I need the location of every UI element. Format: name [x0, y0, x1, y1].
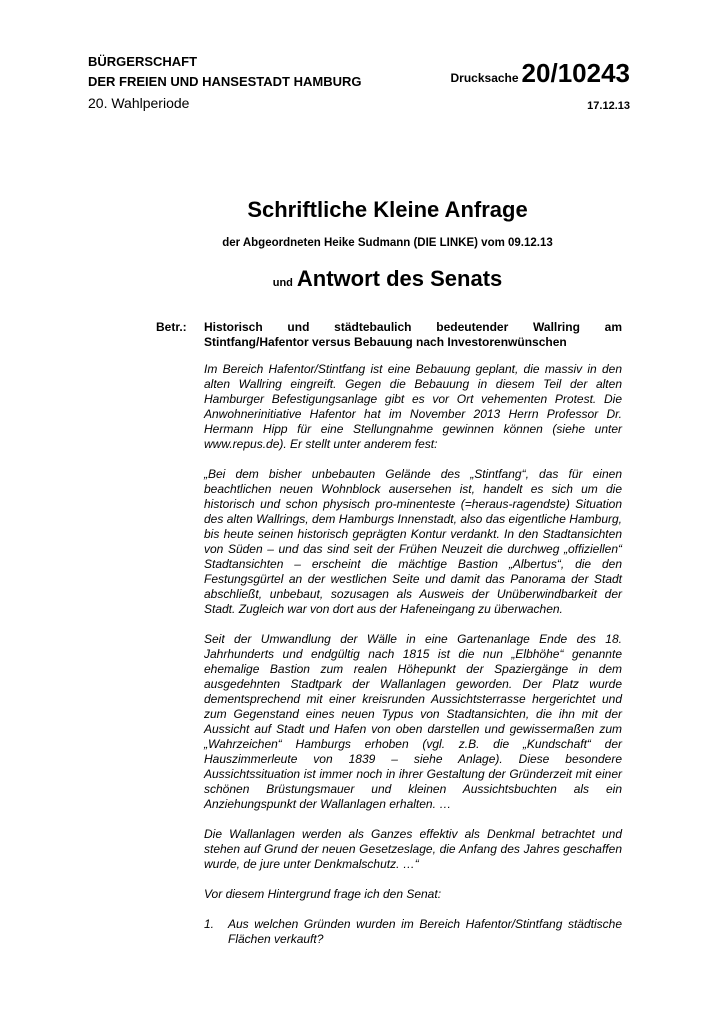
drucksache-block	[451, 58, 631, 89]
document-subtitle: der Abgeordneten Heike Sudmann (DIE LINKE) vom 09.12.13	[222, 237, 553, 249]
org-line-1: BÜRGERSCHAFT	[88, 54, 198, 69]
document-body	[204, 362, 622, 947]
subject-text: Historisch und städtebaulich bedeutender Wallring am Stintfang/Hafentor versus Bebauung nach Investorenwünschen	[204, 320, 622, 349]
document-date: 17.12.13	[587, 100, 630, 112]
question-number: 1.	[204, 917, 215, 931]
quote-paragraph: Die Wallanlagen werden als Ganzes effektiv als Denkmal betrachtet und stehen auf Grund der neuen Gesetzeslage, die Anfang des Jahres geschaffen wurde, de jure unter Denkmalschutz. …“	[204, 827, 622, 871]
drucksache-number: 20/10243	[521, 58, 630, 88]
parliament-name	[88, 52, 361, 92]
legislative-period: 20. Wahlperiode	[88, 95, 190, 111]
answer-title: Antwort des Senats	[296, 266, 503, 291]
body-paragraph: Im Bereich Hafentor/Stintfang ist eine Bebauung geplant, die massiv in den alten Wallring eingreift. Gegen die Bebauung in diesem Teil der alten Hamburger Befestigungsanlage gibt es vor Ort vehementen Protest. Die Anwohnerinitiative Hafentor hat im November 2013 Herrn Professor Dr. Hermann Hipp für eine Stellungnahme gewinnen können (siehe unter www.repus.de). Er stellt unter anderem fest:	[204, 362, 622, 451]
org-line-2: DER FREIEN UND HANSESTADT HAMBURG	[88, 74, 362, 89]
answer-prefix: und	[272, 277, 293, 289]
subject-label: Betr.:	[156, 320, 187, 334]
question-item	[204, 917, 622, 947]
answer-heading	[0, 266, 725, 292]
body-paragraph: Vor diesem Hintergrund frage ich den Senat:	[204, 887, 442, 901]
quote-paragraph: „Bei dem bisher unbebauten Gelände des „Stintfang“, das für einen beachtlichen neuen Wohnblock ausersehen ist, handelt es sich um die historisch und schon physisch pro-minenteste (=heraus-ragendste) Situation des alten Wallrings, dem Hamburgs Innenstadt, also das eigentliche Hamburg, bis heute seinen historisch geprägten Kontur verdankt. In den Stadtansichten von Süden – und das sind seit der Frühen Neuzeit die durchweg „offiziellen“ Stadtansichten – erscheint die mächtige Bastion „Albertus“, die den Festungsgürtel an der westlichen Seite und damit das Panorama der Stadt abschließt, unbebaut, sozusagen als Ausweis der Unüberwindbarkeit der Stadt. Zugleich war von dort aus der Hafeneingang zu überwachen.	[204, 467, 622, 616]
drucksache-label: Drucksache	[450, 71, 519, 85]
document-title: Schriftliche Kleine Anfrage	[247, 197, 528, 222]
question-text: Aus welchen Gründen wurden im Bereich Hafentor/Stintfang städtische Flächen verkauft?	[228, 917, 622, 946]
quote-paragraph: Seit der Umwandlung der Wälle in eine Gartenanlage Ende des 18. Jahrhunderts und endgültig nach 1815 ist die nun „Elbhöhe“ genannte ehemalige Bastion zum realen Höhepunkt der Spaziergänge in dem ausgedehnten Stadtpark der Wallanlagen geworden. Der Platz wurde dementsprechend mit einer kreisrunden Aussichtsterrasse hergerichtet und zum Gegenstand eines neuen Typus von Stadtansichten, die ihn mit der Aussicht auf Stadt und Hafen von oben darstellen und gewissermaßen zum „Wahrzeichen“ Hamburgs erhoben (vgl. z.B. die „Kundschaft“ der Hauszimmerleute von 1839 – siehe Anlage). Diese besondere Aussichtssituation ist immer noch in ihrer Gestaltung der Gründerzeit mit einer schönen Brüstungsmauer und kleinen Aussichtsbuchten als ein Anziehungspunkt der Wallanlagen erhalten. …	[204, 632, 622, 811]
